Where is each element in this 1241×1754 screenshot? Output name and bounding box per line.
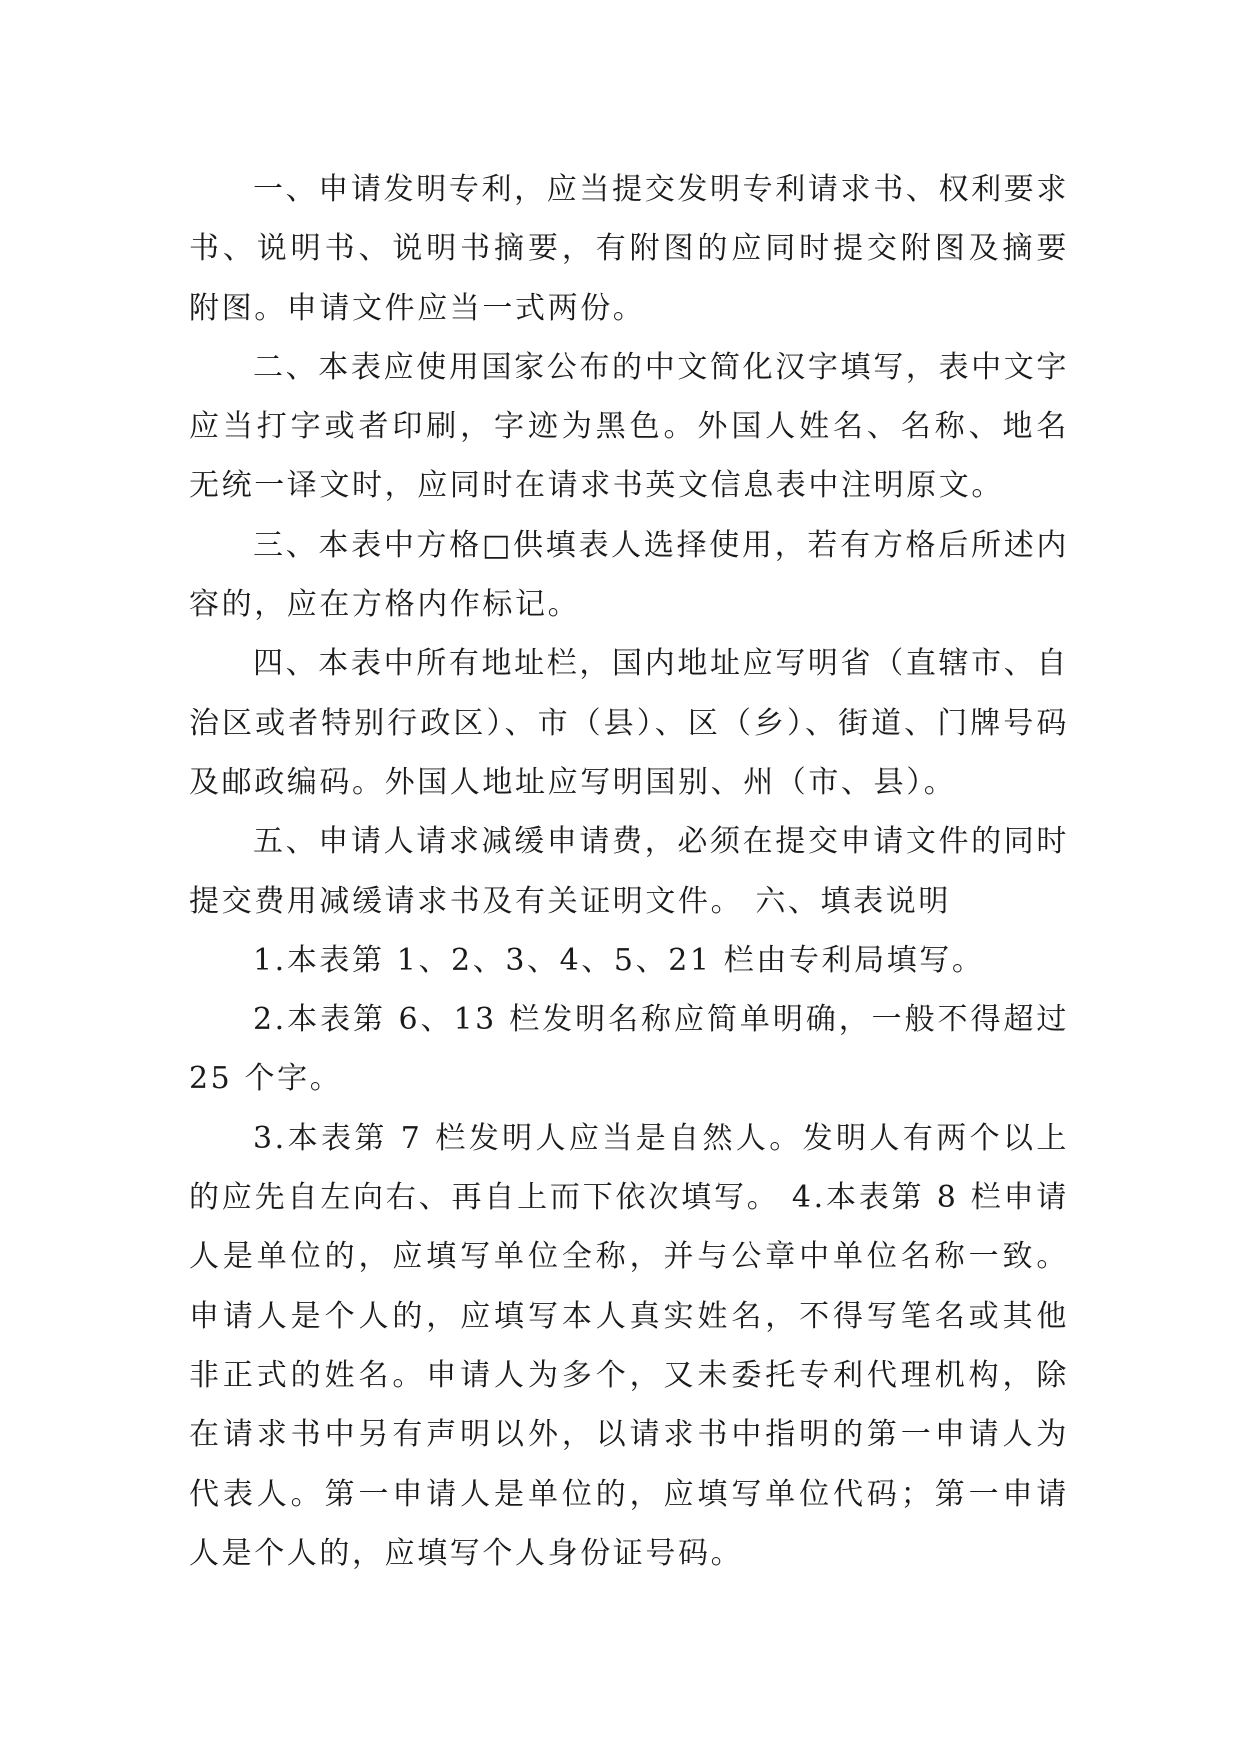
paragraph-2: 二、本表应使用国家公布的中文简化汉字填写，表中文字应当打字或者印刷，字迹为黑色。外国人姓名、名称、地名无统一译文时，应同时在请求书英文信息表中注明原文。 [189,349,1069,504]
paragraph-3: 三、本表中方格□供填表人选择使用，若有方格后所述内容的，应在方格内作标记。 [189,527,1069,623]
paragraph-5: 五、申请人请求减缓申请费，必须在提交申请文件的同时提交费用减缓请求书及有关证明文件。 六、填表说明 [189,824,1069,919]
document-body [189,160,1069,1583]
paragraph-8: 3.本表第 7 栏发明人应当是自然人。发明人有两个以上的应先自左向右、再自上而下依次填写。 4.本表第 8 栏申请人是单位的，应填写单位全称，并与公章中单位名称一致。申请人是个人的，应填写本人真实姓名，不得写笔名或其他非正式的姓名。申请人为多个，又未委托专利代理机构，除在请求书中另有声明以外，以请求书中指明的第一申请人为代表人。第一申请人是单位的，应填写单位代码；第一申请人是个人的，应填写个人身份证号码。 [189,1120,1069,1571]
paragraph-4: 四、本表中所有地址栏，国内地址应写明省（直辖市、自治区或者特别行政区）、市（县）、区（乡）、街道、门牌号码及邮政编码。外国人地址应写明国别、州（市、县）。 [189,646,1069,800]
paragraph-1: 一、申请发明专利，应当提交发明专利请求书、权利要求书、说明书、说明书摘要，有附图的应同时提交附图及摘要附图。申请文件应当一式两份。 [189,172,1069,326]
paragraph-6: 1.本表第 1、2、3、4、5、21 栏由专利局填写。 [253,942,985,978]
paragraph-7: 2.本表第 6、13 栏发明名称应简单明确，一般不得超过 25 个字。 [189,1002,1069,1097]
